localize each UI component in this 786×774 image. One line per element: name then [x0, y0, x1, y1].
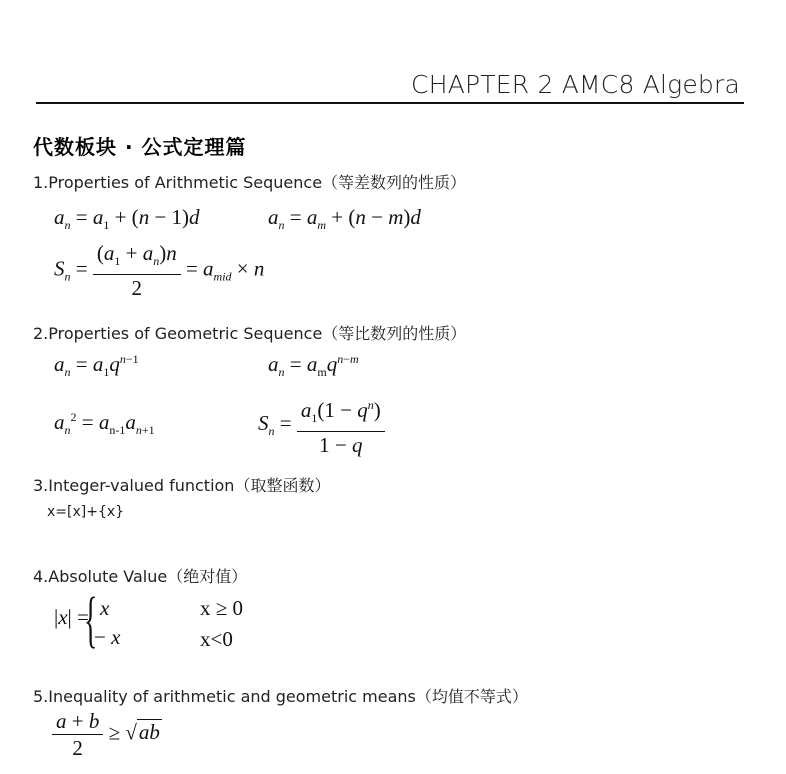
absolute-value-cond-2: x<0: [200, 627, 233, 651]
absolute-value-case-2: − x: [94, 625, 121, 649]
absolute-value-brace: {: [84, 586, 98, 654]
geo-formula-general: $a_n = a_mq^{n-m}$: [268, 352, 359, 380]
section-4-label: 4.Absolute Value（绝对值）: [33, 567, 248, 586]
integer-function-formula: x=[x]+{x}: [47, 504, 125, 520]
arith-formula-general: $a_n = a_m + (n - m)d$: [268, 205, 421, 233]
absolute-value-cond-1: x ≥ 0: [200, 596, 244, 620]
geo-formula-nth-term: $a_n = a_1q^{n-1}$: [54, 352, 139, 380]
section-1-label: 1.Properties of Arithmetic Sequence（等差数列的性质）: [33, 173, 467, 192]
section-2-label: 2.Properties of Geometric Sequence（等比数列的性质）: [33, 324, 467, 343]
geo-formula-sum: $S_n$ = $\frac{a_1(1 - q^n)}{1 - q}$: [258, 392, 385, 458]
header-rule: [36, 102, 744, 104]
chapter-header: CHAPTER 2 AMC8 Algebra: [411, 70, 740, 99]
am-gm-inequality: $\frac{a + b}{2}$ ≥ √ab: [52, 708, 162, 761]
section-5-label: 5.Inequality of arithmetic and geometric means（均值不等式）: [33, 687, 528, 706]
absolute-value-case-1: x: [100, 596, 110, 620]
section-3-label: 3.Integer-valued function（取整函数）: [33, 476, 331, 495]
arith-formula-sum: $S_n$ = $\frac{(a_1 + a_n)n}{2}$ = $a_{mid} \times n$: [54, 241, 265, 301]
geo-formula-mean: $a_n^2 = a_{n-1}a_{n+1}$: [54, 410, 155, 438]
arith-formula-nth-term: $a_n = a_1 + (n - 1)d$: [54, 205, 200, 233]
page-title: 代数板块 · 公式定理篇: [33, 135, 247, 159]
absolute-value-lhs: |x| =: [54, 605, 89, 629]
